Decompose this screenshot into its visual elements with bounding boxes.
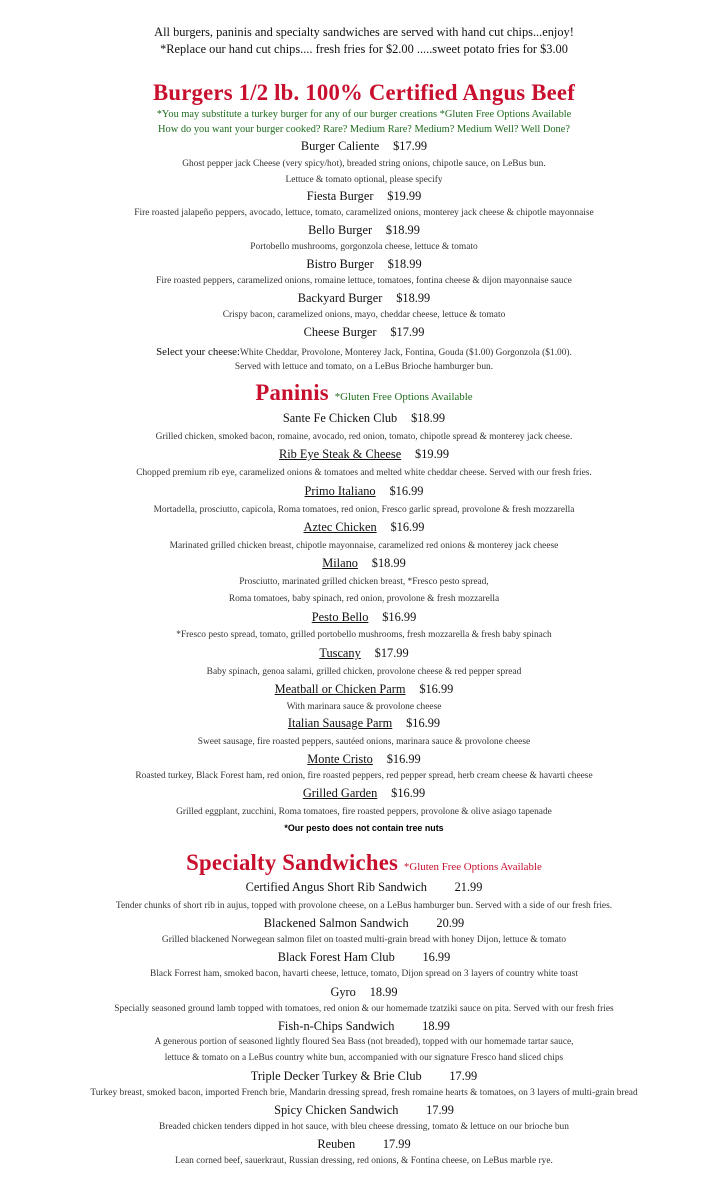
menu-item [4, 139, 724, 154]
specialty-title-row [4, 850, 724, 876]
menu-item [4, 291, 724, 306]
item-name: Bello Burger [308, 223, 373, 237]
item-description: Fire roasted jalapeño peppers, avocado, lettuce, tomato, caramelized onions, monterey jack cheese & chipotle mayonnaise [134, 208, 594, 218]
item-description: Baby spinach, genoa salami, grilled chicken, provolone cheese & red pepper spread [206, 667, 522, 677]
item-description: Roasted turkey, Black Forest ham, red onion, fire roasted peppers, red pepper spread, herb cream cheese & havarti cheese [135, 771, 593, 781]
menu-item [4, 786, 724, 801]
item-name: Milano [322, 556, 358, 570]
item-description: Sweet sausage, fire roasted peppers, sautéed onions, marinara sauce & provolone cheese [197, 737, 531, 747]
item-description [4, 346, 724, 358]
menu-item [4, 1069, 724, 1084]
item-description: Black Forrest ham, smoked bacon, havarti cheese, lettuce, tomato, Dijon spread on 3 layers of country white toast [150, 969, 578, 979]
item-name: Cheese Burger [303, 325, 377, 339]
paninis-title: Paninis [255, 380, 329, 405]
item-price: 21.99 [454, 880, 483, 894]
item-name: Aztec Chicken [303, 520, 377, 534]
item-price: 18.99 [369, 985, 398, 999]
item-price: $18.99 [411, 411, 446, 425]
item-description: Roma tomatoes, baby spinach, red onion, provolone & fresh mozzarella [228, 594, 500, 604]
item-price: $18.99 [371, 556, 406, 570]
item-name: Black Forest Ham Club [277, 950, 395, 964]
item-price: $16.99 [389, 484, 424, 498]
item-name: Bistro Burger [306, 257, 374, 271]
item-name: Rib Eye Steak & Cheese [278, 447, 402, 461]
item-price: $18.99 [387, 257, 422, 271]
item-name: Triple Decker Turkey & Brie Club [250, 1069, 422, 1083]
menu-item [4, 950, 724, 965]
menu-item [4, 1137, 724, 1152]
menu-item [4, 411, 724, 426]
item-description: Specially seasoned ground lamb topped with tomatoes, red onion & our homemade tzatziki sauce on pita. Served with our fresh fries [114, 1004, 614, 1014]
item-name: Tuscany [319, 646, 361, 660]
paninis-title-row [4, 380, 724, 406]
pesto-note: *Our pesto does not contain tree nuts [284, 823, 444, 833]
item-price: $19.99 [387, 189, 422, 203]
item-price: $17.99 [374, 646, 409, 660]
item-description: Chopped premium rib eye, caramelized onions & tomatoes and melted white cheddar cheese. Served with our fresh fries. [136, 468, 592, 478]
menu-item [4, 880, 724, 895]
item-price: $16.99 [391, 786, 426, 800]
menu-item [4, 916, 724, 931]
item-name: Blackened Salmon Sandwich [263, 916, 409, 930]
item-name: Backyard Burger [297, 291, 383, 305]
item-description: Grilled eggplant, zucchini, Roma tomatoes, fire roasted peppers, provolone & olive asiago tapenade [176, 807, 552, 817]
item-description: Grilled blackened Norwegean salmon filet on toasted multi-grain bread with honey Dijon, lettuce & tomato [161, 935, 567, 945]
menu-item [4, 520, 724, 535]
item-name: Sante Fe Chicken Club [282, 411, 398, 425]
item-description: Fire roasted peppers, caramelized onions, romaine lettuce, tomatoes, fontina cheese & dijon mayonnaise sauce [156, 276, 572, 286]
menu-item [4, 646, 724, 661]
item-price: $17.99 [390, 325, 425, 339]
item-name: Burger Caliente [300, 139, 380, 153]
menu-item [4, 1019, 724, 1034]
burgers-note-2: How do you want your burger cooked? Rare? Medium Rare? Medium? Medium Well? Well Done? [158, 124, 570, 135]
menu-item [4, 610, 724, 625]
item-name: Meatball or Chicken Parm [274, 682, 406, 696]
menu-item [4, 223, 724, 238]
item-price: 17.99 [449, 1069, 478, 1083]
item-name: Grilled Garden [302, 786, 378, 800]
menu-item [4, 257, 724, 272]
menu-item [4, 484, 724, 499]
item-name: Fiesta Burger [306, 189, 374, 203]
item-price: $18.99 [396, 291, 431, 305]
item-name: Monte Cristo [307, 752, 373, 766]
item-description: Turkey breast, smoked bacon, imported French brie, Mandarin dressing spread, fresh romaine hearts & tomatoes, on 3 layers of multi-grain bread [90, 1088, 638, 1098]
item-name: Reuben [317, 1137, 356, 1151]
item-description: Crispy bacon, caramelized onions, mayo, cheddar cheese, lettuce & tomato [222, 310, 506, 320]
item-description: Tender chunks of short rib in aujus, topped with provolone cheese, on a LeBus hamburger bun. Served with a side of our fresh fries. [115, 901, 613, 911]
item-price: $19.99 [415, 447, 450, 461]
item-description: Grilled chicken, smoked bacon, romaine, avocado, red onion, tomato, chipotle spread & monterey jack cheese. [155, 432, 573, 442]
item-description: Breaded chicken tenders dipped in hot sauce, with bleu cheese dressing, tomato & lettuce on our brioche bun [159, 1122, 569, 1132]
item-description: Lettuce & tomato optional, please specify [285, 175, 443, 185]
item-name: Gyro [330, 985, 356, 999]
item-name: Fish-n-Chips Sandwich [278, 1019, 395, 1033]
item-price: 18.99 [422, 1019, 450, 1033]
item-price: 17.99 [426, 1103, 454, 1117]
cheese-options: White Cheddar, Provolone, Monterey Jack, Fontina, Gouda ($1.00) Gorgonzola ($1.00). [240, 348, 572, 358]
item-price: 17.99 [382, 1137, 411, 1151]
menu-item [4, 752, 724, 767]
menu-item [4, 447, 724, 462]
item-name: Certified Angus Short Rib Sandwich [245, 880, 427, 894]
item-description: *Fresco pesto spread, tomato, grilled portobello mushrooms, fresh mozzarella & fresh baby spinach [176, 630, 552, 640]
item-name: Italian Sausage Parm [287, 716, 393, 730]
specialty-subtitle: *Gluten Free Options Available [403, 861, 542, 873]
intro-line-2: *Replace our hand cut chips.... fresh fries for $2.00 .....sweet potato fries for $3.00 [160, 42, 568, 56]
item-name: Primo Italiano [304, 484, 376, 498]
menu-item [4, 556, 724, 571]
item-price: $16.99 [419, 682, 454, 696]
burgers-title: Burgers 1/2 lb. 100% Certified Angus Beef [153, 80, 575, 105]
item-description: A generous portion of seasoned lightly floured Sea Bass (not breaded), topped with our homemade tartar sauce, [154, 1037, 574, 1047]
item-price: $18.99 [385, 223, 420, 237]
intro-line-1: All burgers, paninis and specialty sandwiches are served with hand cut chips...enjoy! [154, 25, 574, 39]
item-description: With marinara sauce & provolone cheese [286, 702, 442, 712]
item-price: 16.99 [422, 950, 451, 964]
cheese-select-label: Select your cheese: [156, 346, 241, 358]
item-description: Lean corned beef, sauerkraut, Russian dressing, red onions, & Fontina cheese, on LeBus marble rye. [175, 1156, 553, 1166]
menu-item [4, 682, 724, 697]
item-price: $16.99 [390, 520, 425, 534]
item-description: Prosciutto, marinated grilled chicken breast, *Fresco pesto spread, [239, 577, 489, 587]
item-description: Portobello mushrooms, gorgonzola cheese, lettuce & tomato [250, 242, 478, 252]
burgers-note-1: *You may substitute a turkey burger for any of our burger creations *Gluten Free Options Available [156, 109, 572, 120]
item-description: Served with lettuce and tomato, on a LeBus Brioche hamburger bun. [234, 362, 494, 372]
specialty-title: Specialty Sandwiches [186, 850, 399, 875]
item-name: Pesto Bello [311, 610, 369, 624]
menu-item [4, 1103, 724, 1118]
menu-item [4, 189, 724, 204]
menu-item [4, 985, 724, 1000]
item-description: Mortadella, prosciutto, capicola, Roma tomatoes, red onion, Fresco garlic spread, provolone & fresh mozzarella [153, 505, 575, 515]
item-description: lettuce & tomato on a LeBus country white bun, accompanied with our signature Fresco hand sliced chips [164, 1053, 564, 1063]
item-description: Marinated grilled chicken breast, chipotle mayonnaise, caramelized red onions & monterey jack cheese [169, 541, 559, 551]
item-price: $16.99 [406, 716, 441, 730]
paninis-subtitle: *Gluten Free Options Available [334, 391, 473, 403]
item-price: $16.99 [382, 610, 417, 624]
item-description: Ghost pepper jack Cheese (very spicy/hot), breaded string onions, chipotle sauce, on LeBus bun. [182, 159, 546, 169]
item-price: 20.99 [436, 916, 465, 930]
item-price: $17.99 [393, 139, 428, 153]
item-name: Spicy Chicken Sandwich [274, 1103, 399, 1117]
menu-item [4, 716, 724, 731]
item-price: $16.99 [386, 752, 421, 766]
menu-item [4, 325, 724, 340]
